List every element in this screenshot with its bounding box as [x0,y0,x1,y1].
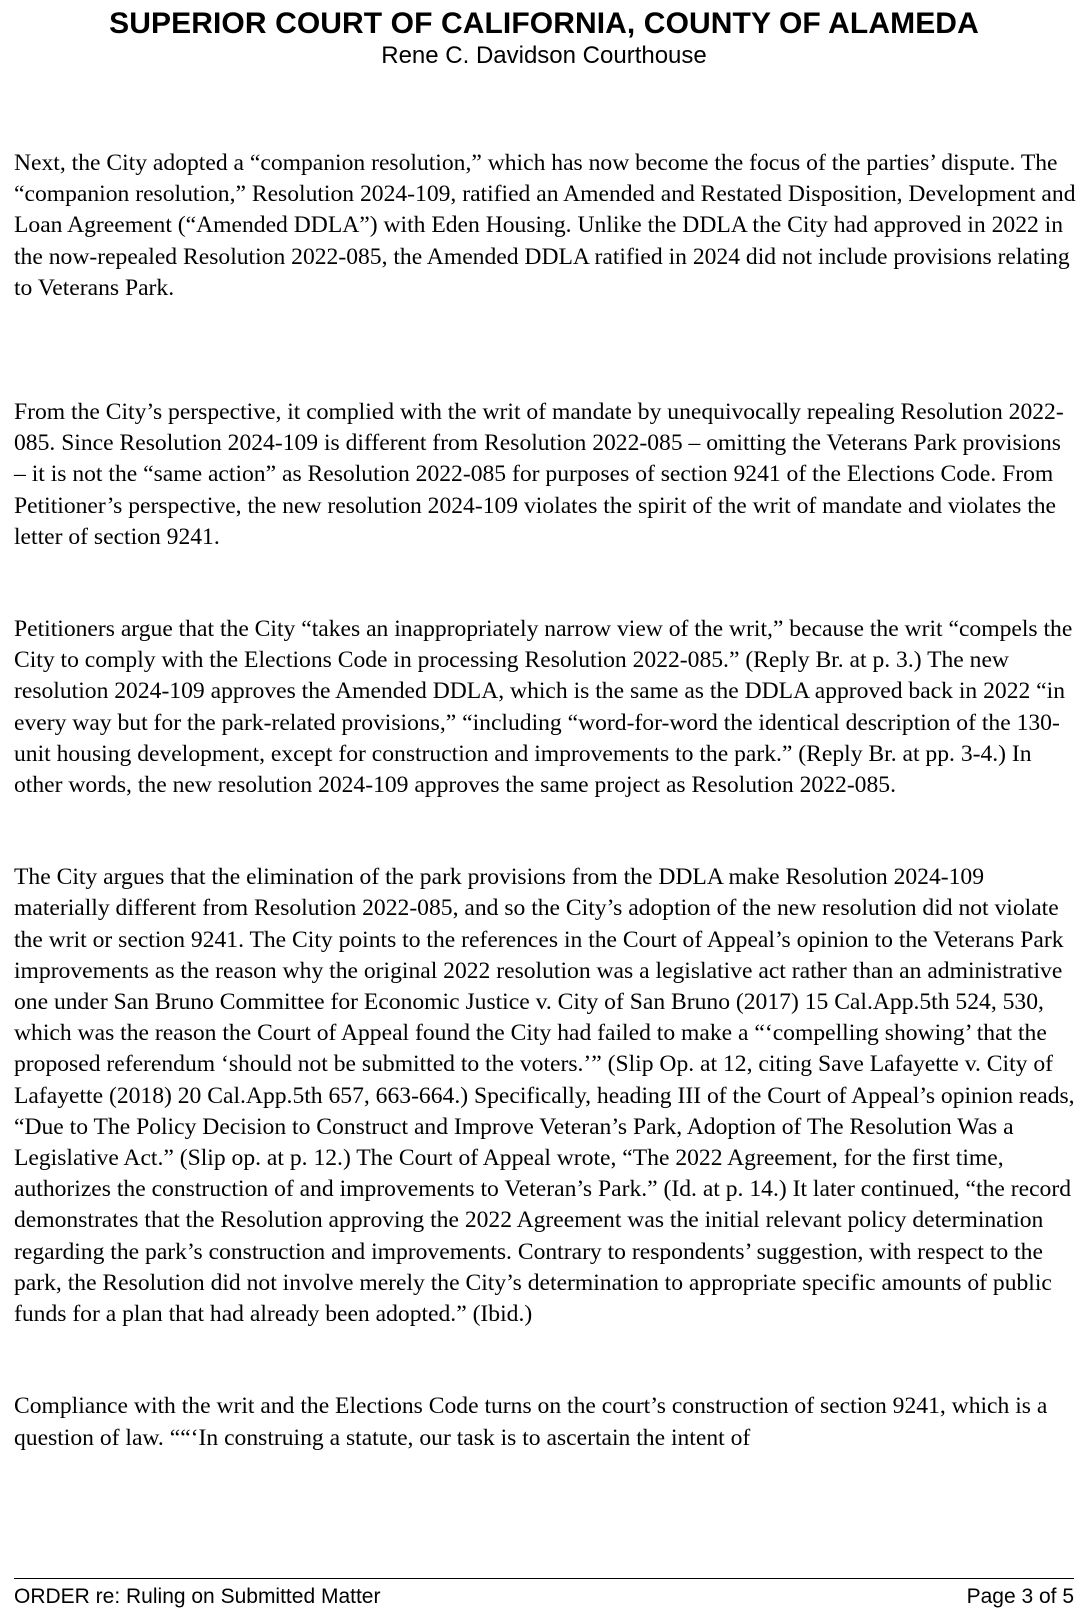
paragraph-compliance: Compliance with the writ and the Elections Code turns on the court’s construction of section 9241, which is a question of law. ““‘In construing a statute, our task is to ascertain the intent of [14,1393,1048,1451]
page-footer [14,1583,1074,1611]
paragraph-city-perspective: From the City’s perspective, it complied with the writ of mandate by unequivocally repealing Resolution 2022-085. Since Resolution 2024-109 is different from Resolution 2022-085 – omitting the Veterans Park provisions – it is not the “same action” as Resolution 2022-085 for purposes of section 9241 of the Elections Code. From Petitioner’s perspective, the new resolution 2024-109 violates the spirit of the writ of mandate and violates the letter of section 9241. [14,399,1064,550]
document-body [14,148,1076,1547]
court-header [0,6,1088,70]
courthouse-name: Rene C. Davidson Courthouse [381,42,707,69]
page-number: Page 3 of 5 [966,1585,1074,1608]
paragraph-companion-resolution: Next, the City adopted a “companion resolution,” which has now become the focus of the parties’ dispute. The “companion resolution,” Resolution 2024-109, ratified an Amended and Restated Disposition, Development and Loan Agreement (“Amended DDLA”) with Eden Housing. Unlike the DDLA the City had approved in 2022 in the now-repealed Resolution 2022-085, the Amended DDLA ratified in 2024 did not include provisions relating to Veterans Park. [14,150,1076,301]
document-title: ORDER re: Ruling on Submitted Matter [14,1585,381,1608]
court-name: SUPERIOR COURT OF CALIFORNIA, COUNTY OF ALAMEDA [109,7,979,40]
paragraph-city-argument: The City argues that the elimination of the park provisions from the DDLA make Resolution 2024-109 materially different from Resolution 2022-085, and so the City’s adoption of the new resolution did not violate the writ or section 9241. The City points to the references in the Court of Appeal’s opinion to the Veterans Park improvements as the reason why the original 2022 resolution was a legislative act rather than an administrative one under San Bruno Committee for Economic Justice v. City of San Bruno (2017) 15 Cal.App.5th 524, 530, which was the reason the Court of Appeal found the City had failed to make a “‘compelling showing’ that the proposed referendum ‘should not be submitted to the voters.’” (Slip Op. at 12, citing Save Lafayette v. City of Lafayette (2018) 20 Cal.App.5th 657, 663-664.) Specifically, heading III of the Court of Appeal’s opinion reads, “Due to The Policy Decision to Construct and Improve Veteran’s Park, Adoption of The Resolution Was a Legislative Act.” (Slip op. at p. 12.) The Court of Appeal wrote, “The 2022 Agreement, for the first time, authorizes the construction of and improvements to Veteran’s Park.” (Id. at p. 14.) It later continued, “the record demonstrates that the Resolution approving the 2022 Agreement was the initial relevant policy determination regarding the park’s construction and improvements. Contrary to respondents’ suggestion, with respect to the park, the Resolution did not involve merely the City’s determination to appropriate specific amounts of public funds for a plan that had already been adopted.” (Ibid.) [14,864,1075,1328]
footer-divider [14,1578,1074,1579]
paragraph-petitioners-argument: Petitioners argue that the City “takes an inappropriately narrow view of the writ,” because the writ “compels the City to comply with the Elections Code in processing Resolution 2022-085.” (Reply Br. at p. 3.) The new resolution 2024-109 approves the Amended DDLA, which is the same as the DDLA approved back in 2022 “in every way but for the park-related provisions,” “including “word-for-word the identical description of the 130-unit housing development, except for construction and improvements to the park.” (Reply Br. at pp. 3-4.) In other words, the new resolution 2024-109 approves the same project as Resolution 2022-085. [14,616,1073,799]
